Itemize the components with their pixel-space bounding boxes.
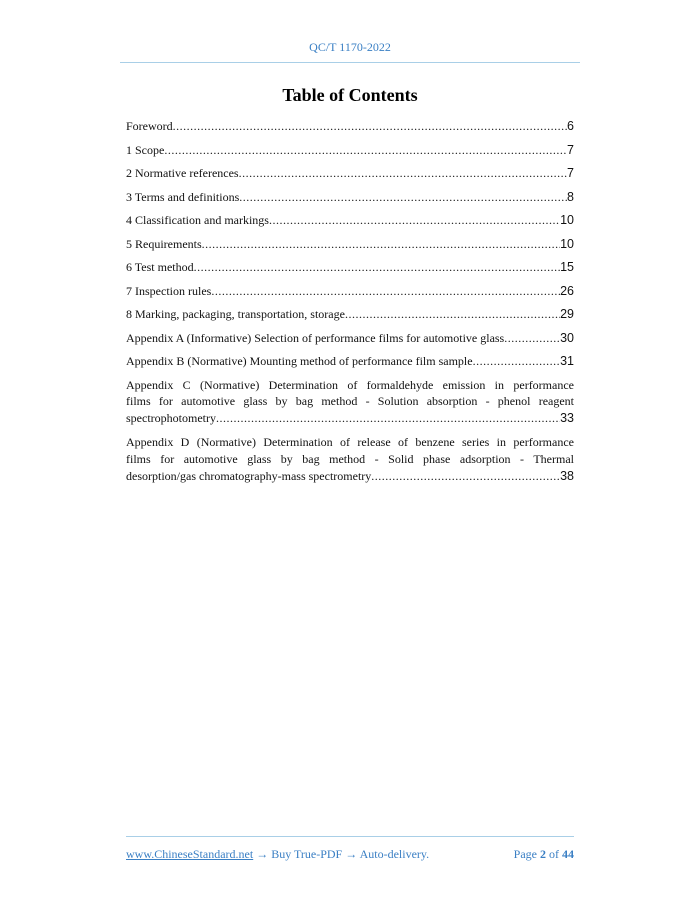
header-divider xyxy=(120,62,580,63)
footer-divider xyxy=(126,836,574,837)
toc-entry-title: Appendix A (Informative) Selection of performance films for automotive glass xyxy=(126,330,505,345)
page-label: Page xyxy=(513,847,537,861)
toc-entry-title: 8 Marking, packaging, transportation, storage xyxy=(126,307,345,321)
toc-entry-title-line: films for automotive glass by bag method - Solid phase adsorption - Thermal xyxy=(126,452,574,467)
dot-leader xyxy=(164,142,567,158)
dot-leader xyxy=(216,410,560,427)
dot-leader xyxy=(194,259,560,275)
toc-entry-page: 30 xyxy=(560,330,574,345)
toc-entry-page: 6 xyxy=(567,119,574,133)
dot-leader xyxy=(345,306,560,322)
dot-leader xyxy=(504,330,560,346)
toc-entry-title: 6 Test method xyxy=(126,260,194,274)
page-number xyxy=(514,847,574,862)
dot-leader xyxy=(371,468,560,485)
toc-entry-inspection-rules[interactable] xyxy=(126,283,574,299)
toc-entry-title: 5 Requirements xyxy=(126,236,202,251)
running-header: QC/T 1170-2022 xyxy=(309,40,391,54)
toc-entry-title: 3 Terms and definitions xyxy=(126,189,240,204)
toc-entry-page: 10 xyxy=(560,213,574,227)
toc-entry-page: 33 xyxy=(560,411,574,426)
toc-entry-title-line: Appendix D (Normative) Determination of release of benzene series in performance xyxy=(126,435,574,450)
toc-entry-terms-definitions[interactable] xyxy=(126,189,574,205)
arrow-icon: → xyxy=(342,847,360,861)
website-link[interactable]: www.ChineseStandard.net xyxy=(126,847,254,861)
toc-entry-appendix-c[interactable] xyxy=(126,377,574,427)
toc-entry-page: 26 xyxy=(560,283,574,298)
toc-entry-marking-packaging[interactable] xyxy=(126,306,574,322)
toc-entry-page: 8 xyxy=(567,189,574,204)
toc-entry-page: 29 xyxy=(560,307,574,321)
toc-entry-title-line: films for automotive glass by bag method - Solution absorption - phenol reagent xyxy=(126,394,574,409)
total-pages: 44 xyxy=(562,847,574,861)
footer-promo xyxy=(126,847,429,862)
dot-leader xyxy=(173,118,567,134)
dot-leader xyxy=(211,283,560,299)
toc-entry-title-line: spectrophotometry xyxy=(126,411,216,426)
toc-entry-requirements[interactable] xyxy=(126,236,574,252)
table-of-contents xyxy=(126,118,574,492)
toc-entry-title-line: Appendix C (Normative) Determination of formaldehyde emission in performance xyxy=(126,377,574,392)
dot-leader xyxy=(239,189,567,205)
toc-entry-title-line: desorption/gas chromatography-mass spectrometry xyxy=(126,468,372,483)
toc-entry-title: Appendix B (Normative) Mounting method of performance film sample xyxy=(126,354,473,368)
toc-entry-page: 31 xyxy=(560,354,574,368)
toc-entry-title: 7 Inspection rules xyxy=(126,283,212,298)
arrow-icon: → xyxy=(253,847,272,861)
dot-leader xyxy=(473,353,561,369)
toc-entry-title: 1 Scope xyxy=(126,142,165,157)
toc-entry-title: 2 Normative references xyxy=(126,166,239,180)
toc-entry-title: Foreword xyxy=(126,119,173,133)
auto-delivery-text: Auto-delivery. xyxy=(359,847,430,861)
toc-title: Table of Contents xyxy=(282,85,418,105)
toc-entry-appendix-a[interactable] xyxy=(126,330,574,346)
toc-entry-title: 4 Classification and markings xyxy=(126,213,269,227)
toc-entry-page: 7 xyxy=(567,142,574,157)
toc-entry-scope[interactable] xyxy=(126,142,574,158)
dot-leader xyxy=(239,165,567,181)
toc-entry-appendix-d[interactable] xyxy=(126,434,574,484)
toc-entry-test-method[interactable] xyxy=(126,259,574,275)
toc-entry-page: 10 xyxy=(560,236,574,251)
toc-entry-classification[interactable] xyxy=(126,212,574,228)
toc-entry-page: 38 xyxy=(560,468,574,483)
dot-leader xyxy=(269,212,560,228)
toc-entry-foreword[interactable] xyxy=(126,118,574,134)
current-page: 2 xyxy=(540,847,546,861)
dot-leader xyxy=(202,236,560,252)
toc-entry-page: 15 xyxy=(560,260,574,274)
toc-entry-normative-references[interactable] xyxy=(126,165,574,181)
buy-pdf-text: Buy True-PDF xyxy=(271,847,343,861)
toc-entry-appendix-b[interactable] xyxy=(126,353,574,369)
page-of: of xyxy=(549,847,559,861)
toc-entry-page: 7 xyxy=(567,166,574,180)
